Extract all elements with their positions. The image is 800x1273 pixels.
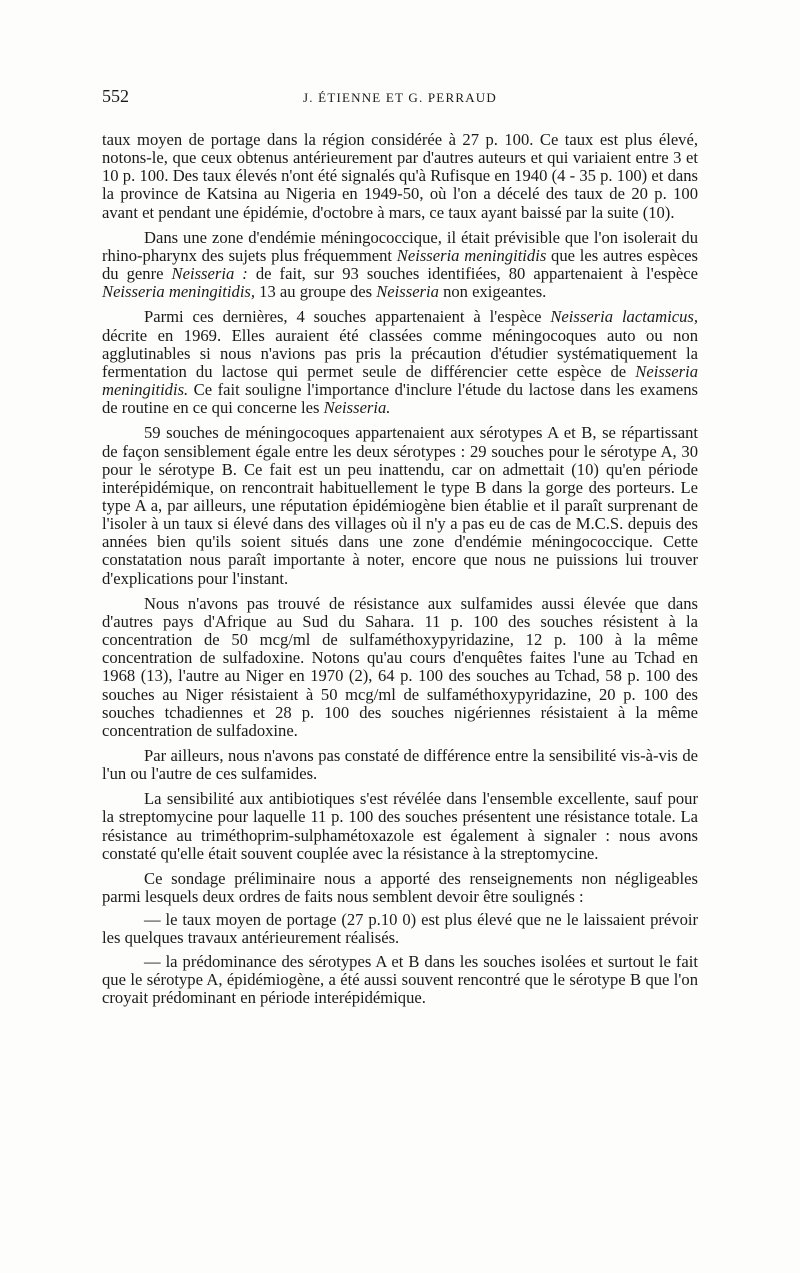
body-text: [102, 131, 698, 1014]
genus-name: Neisseria: [376, 282, 439, 302]
list-item: — le taux moyen de portage (27 p.10 0) est plus élevé que ne le laissaient prévoir les quelques travaux antérieurement réalisés.: [102, 910, 698, 948]
paragraph: taux moyen de portage dans la région considérée à 27 p. 100. Ce taux est plus élevé, notons-le, que ceux obtenus antérieurement par d'autres auteurs et qui variaient entre 3 et 10 p. 100. Des taux élevés n'ont été signalés qu'à Rufisque en 1940 (4 - 35 p. 100) et dans la province de Katsina au Nigeria en 1949-50, où l'on a décelé des taux de 20 p. 100 avant et pendant une épidémie, d'octobre à mars, ce taux ayant baissé par la suite (10).: [102, 130, 698, 222]
paragraph: La sensibilité aux antibiotiques s'est révélée dans l'ensemble excellente, sauf pour la streptomycine pour laquelle 11 p. 100 des souches présentent une résistance totale. La résistance au triméthoprim-sulphamétoxazole est également à signaler : nous avons constaté qu'elle était souvent couplée avec la résistance à la streptomycine.: [102, 789, 698, 863]
genus-name: Neisseria.: [323, 398, 391, 418]
species-name: Neisseria lactamicus,: [550, 307, 698, 327]
paragraph: 59 souches de méningocoques appartenaient aux sérotypes A et B, se répartissant de façon sensiblement égale entre les deux sérotypes : 29 souches pour le sérotype A, 30 pour le sérotype B. Ce fait est un peu inattendu, car on admettait (10) qu'en période interépidémique, on rencontrait habituellement le type B dans la gorge des porteurs. Le type A a, par ailleurs, une réputation épidémiogène bien établie et il paraît surprenant de l'isoler à un taux si élevé dans des villages où il n'y a pas eu de cas de M.C.S. depuis des années bien qu'ils soient situés dans une zone d'endémie méningococcique. Cette constatation nous paraît importante à noter, encore que nous ne puissions lui trouver d'explications pour l'instant.: [102, 423, 698, 588]
page-header: [102, 86, 698, 110]
genus-name: Neisseria :: [171, 264, 248, 284]
species-name: Neisseria meningitidis: [396, 245, 547, 265]
paragraph: Par ailleurs, nous n'avons pas constaté de différence entre la sensibilité vis-à-vis de l'un ou l'autre de ces sulfamides.: [102, 746, 698, 784]
paragraph: Dans une zone d'endémie méningococcique, il était prévisible que l'on isolerait du rhino-pharynx des sujets plus fréquemment Neisseria meningitidis que les autres espèces du genre Neisseria : de fait, sur 93 souches identifiées, 80 appartenaient à l'espèce Neisseria meningitidis, 13 au groupe des Neisseria non exigeantes.: [102, 227, 699, 302]
list-item: — la prédominance des sérotypes A et B dans les souches isolées et surtout le fait que le sérotype A, épidémiogène, a été aussi souvent rencontré que le sérotype B que l'on croyait prédominant en période interépidémique.: [102, 951, 698, 1007]
paragraph: Ce sondage préliminaire nous a apporté des renseignements non négligeables parmi lesquels deux ordres de faits nous semblent devoir être soulignés :: [102, 868, 698, 907]
species-name: Neisseria meningitidis.: [102, 361, 698, 400]
running-head: J. ÉTIENNE ET G. PERRAUD: [303, 90, 497, 105]
paragraph: Nous n'avons pas trouvé de résistance aux sulfamides aussi élevée que dans d'autres pays d'Afrique au Sud du Sahara. 11 p. 100 des souches résistent à la concentration de 50 mcg/ml de sulfaméthoxypyridazine, 12 p. 100 à la même concentration de sulfadoxine. Notons qu'au cours d'enquêtes faites l'une au Tchad en 1968 (13), l'autre au Niger en 1970 (2), 64 p. 100 des souches au Tchad, 58 p. 100 des souches au Niger résistaient à 50 mcg/ml de sulfaméthoxypyridazine, 20 p. 100 des souches tchadiennes et 28 p. 100 des souches nigériennes résistaient à la même concentration de sulfadoxine.: [102, 593, 698, 740]
page-number: 552: [102, 86, 129, 106]
paragraph: Parmi ces dernières, 4 souches appartenaient à l'espèce Neisseria lactamicus, décrite en 1969. Elles auraient été classées comme méningocoques auto ou non agglutinables si nous n'avions pas pris la précaution d'étudier systématiquement la fermentation du lactose qui permet seule de différencier cette espèce de Neisseria meningitidis. Ce fait souligne l'importance d'inclure l'étude du lactose dans les examens de routine en ce qui concerne les Neisseria.: [102, 307, 698, 418]
species-name: Neisseria meningitidis,: [102, 282, 256, 302]
